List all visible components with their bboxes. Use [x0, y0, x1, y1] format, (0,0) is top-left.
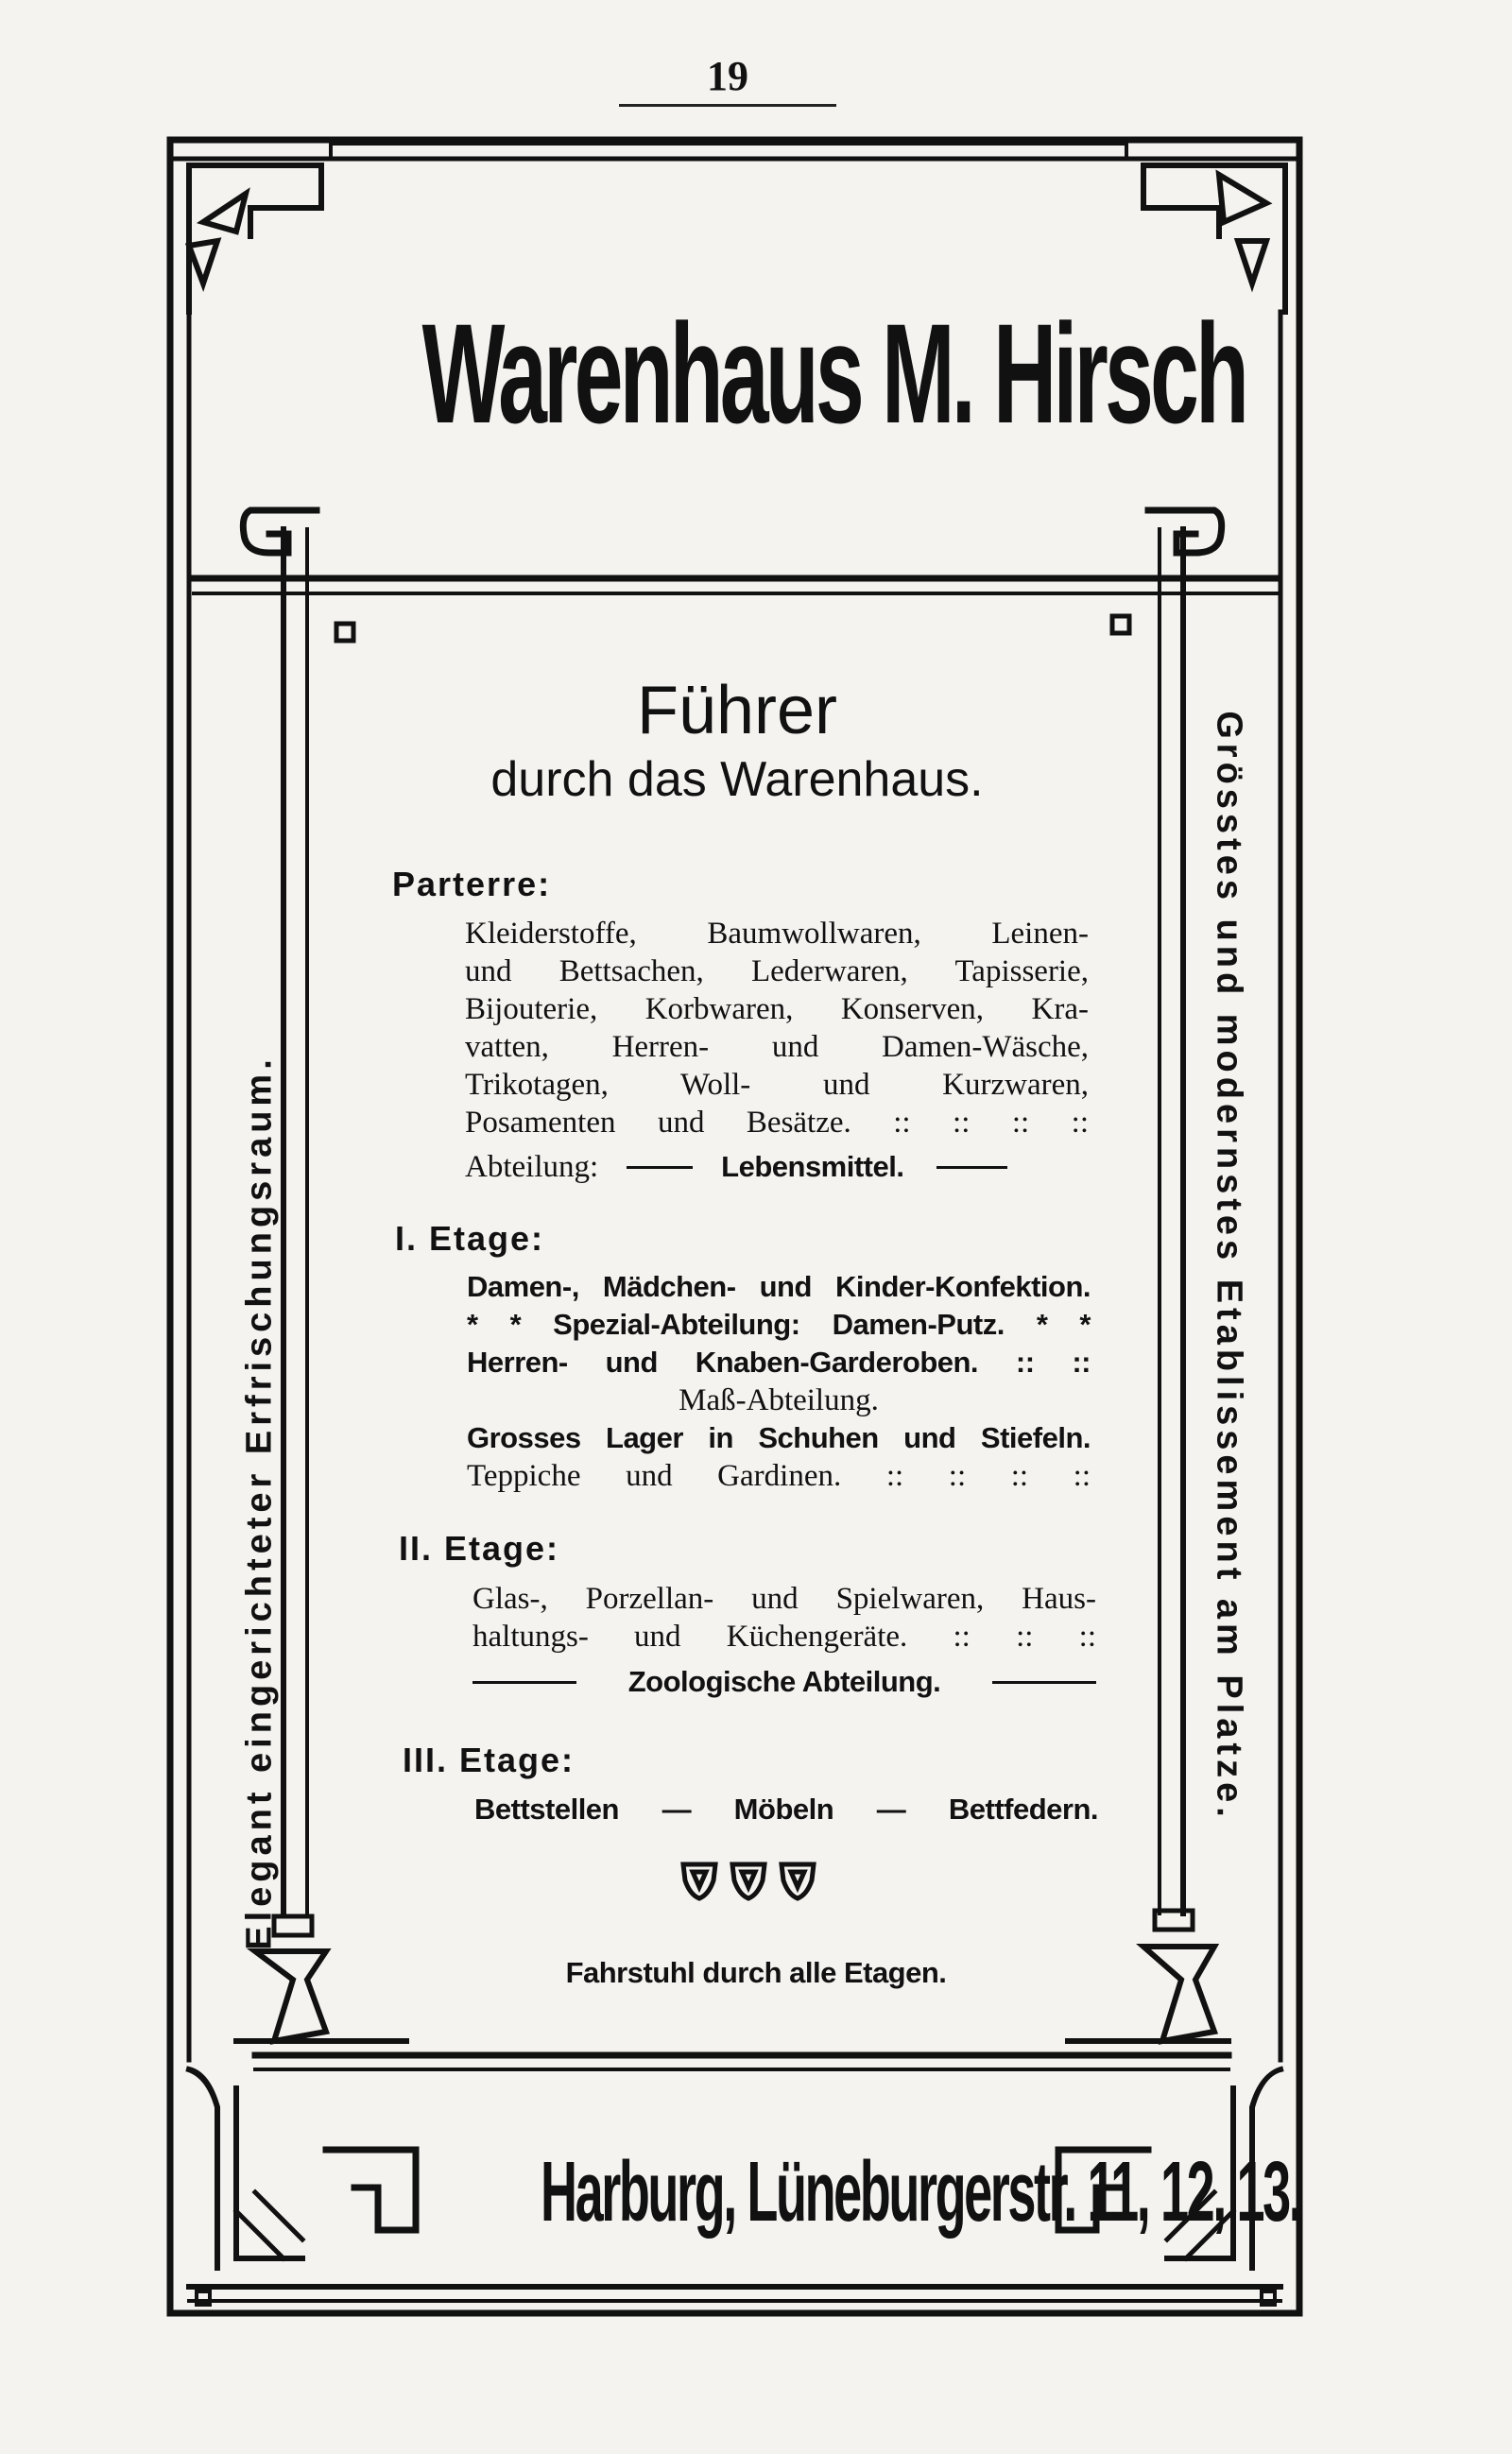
etage-3-goods: Bettstellen — Möbeln — Bettfedern.	[474, 1793, 1098, 1826]
floor-label-parterre: Parterre:	[392, 865, 552, 903]
store-title: Warenhaus M. Hirsch	[421, 294, 1246, 453]
parterre-line: Posamenten und Besätze. :: :: :: ::	[465, 1106, 1089, 1140]
parterre-line: und Bettsachen, Lederwaren, Tapisserie,	[465, 954, 1089, 988]
department-prefix: Abteilung:	[465, 1149, 599, 1184]
page-number: 19	[707, 53, 748, 99]
department-name: Zoologische Abteilung.	[627, 1665, 941, 1698]
dash-rule	[936, 1166, 1007, 1169]
parterre-goods	[465, 915, 1089, 1141]
etage-2-goods	[472, 1580, 1096, 1656]
etage-1-goods	[467, 1268, 1091, 1495]
etage-1-line: Teppiche und Gardinen. :: :: :: ::	[467, 1459, 1091, 1493]
store-address: Harburg, Lüneburgerstr. 11, 12, 13.	[541, 2145, 1301, 2239]
guide-subheading: durch das Warenhaus.	[490, 752, 984, 807]
elevator-note: Fahrstuhl durch alle Etagen.	[565, 1956, 947, 1989]
etage-2-line: Glas-, Porzellan- und Spielwaren, Haus-	[472, 1582, 1096, 1616]
etage-2-department	[472, 1663, 1096, 1701]
parterre-line: vatten, Herren- und Damen-Wäsche,	[465, 1030, 1089, 1064]
parterre-department	[465, 1148, 1089, 1186]
floor-label-etage-2: II. Etage:	[399, 1529, 560, 1568]
shield-ornament-icon	[676, 1857, 827, 1904]
parterre-line: Trikotagen, Woll- und Kurzwaren,	[465, 1068, 1089, 1102]
parterre-line: Kleiderstoffe, Baumwollwaren, Leinen-	[465, 917, 1089, 951]
etage-1-line: Grosses Lager in Schuhen und Stiefeln.	[467, 1421, 1091, 1454]
floor-label-etage-1: I. Etage:	[395, 1219, 545, 1258]
side-text-right: Grösstes und modernstes Etablissement am Platze.	[1209, 711, 1249, 1822]
etage-1-line: * * Spezial-Abteilung: Damen-Putz. * *	[467, 1308, 1091, 1341]
etage-1-line: Herren- und Knaben-Garderoben. :: ::	[467, 1346, 1091, 1379]
dash-rule	[472, 1681, 576, 1684]
floor-label-etage-3: III. Etage:	[403, 1741, 576, 1779]
department-name: Lebensmittel.	[721, 1150, 904, 1183]
parterre-line: Bijouterie, Korbwaren, Konserven, Kra-	[465, 992, 1089, 1026]
dash-rule	[627, 1166, 693, 1169]
dash-rule	[992, 1681, 1096, 1684]
side-text-left: Elegant eingerichteter Erfrischungsraum.	[239, 1055, 280, 1950]
etage-1-line: Maß-Abteilung.	[679, 1383, 879, 1417]
etage-1-line: Damen-, Mädchen- und Kinder-Konfektion.	[467, 1270, 1091, 1303]
guide-heading: Führer	[636, 673, 838, 748]
etage-2-line: haltungs- und Küchengeräte. :: :: ::	[472, 1620, 1096, 1654]
